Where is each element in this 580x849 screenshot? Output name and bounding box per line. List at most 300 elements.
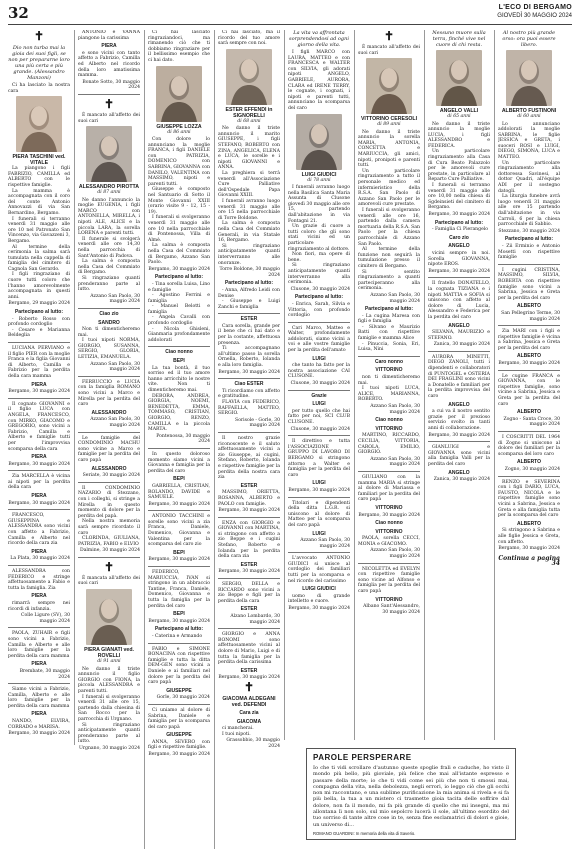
notice-text: I tuoi nipoti LUCA, ALICE, MARIANNA, ROBERTO. (358, 386, 420, 403)
notice-text: - Pinuccia, Sonia, Eri, Luisa, Nini (358, 341, 420, 353)
divider (148, 448, 210, 449)
notice-text: - Enrica, Sarah, Silvia e Vittoria, con profondo cordoglio (288, 301, 350, 319)
place-date: Torre Boldone, 30 maggio 2024 (219, 267, 280, 278)
notice-text: L'avvocato ANTONIO GIUDICI si unisce al cordoglio dei familiari tutti per la scomparsa e nel ricordo del carissimo (288, 556, 350, 584)
divider (218, 378, 280, 379)
notice-heading: Partecipano al lutto: (224, 280, 274, 287)
notice-text: La salma è composta nella Casa del Commiato Generali, in via Statale 16, Bergamo. (218, 221, 280, 244)
notice-text: La salma è composta nella Casa del Commiato di Bergamo. (78, 259, 140, 276)
notice-heading: Cara zia (239, 709, 259, 716)
notice-heading: BEPI (173, 611, 185, 618)
notice-text: PAOLA, ZUHAIR e figli sono vicini a Fabrizio, Camilla e Alberto e alle loro famiglie per la perdita della cara mamma (8, 631, 70, 659)
deceased-name: PIERA GIANATI ved. ROVELLI (84, 647, 134, 660)
notice-text: In questo doloroso momento siamo vicini a Giovanna e famiglia per la perdita del caro (148, 451, 210, 474)
place-date: Bergamo, 30 maggio 2024 (288, 606, 350, 612)
notice-text: La liturgia funebre avrà luogo venerdì 31 maggio alle ore 15 partendo dall'abitazione in via Carroli, 6 per la chiesa parrocchiale di Sabbio. (498, 194, 560, 228)
portrait-photo (86, 589, 132, 645)
notice-text: - Silvano e Maurizio Batti con rispettive famiglie e mamma Alice (358, 324, 420, 342)
notice-heading: PIERA (31, 593, 47, 600)
notice-text: ci mancherai. (222, 726, 254, 732)
notice-text: - Agostino Ferrini e famiglia (148, 293, 210, 304)
notice-text: - Giuseppe e Luigi Zanchi e famiglia (218, 299, 280, 310)
portrait-photo (226, 49, 272, 105)
deceased-name: ESTER EFFENDI in SIGNORELLI (225, 106, 273, 119)
notice-text: I funerali si terranno venerdì 31 maggio alle ore 10,00 nella chiesa di Sgdeinsieti del cimitero di Bergamo. (428, 183, 490, 211)
notice-text: Al termine della funzione non seguirà la tumulazione presso il cimitero di Bergamo. (358, 247, 420, 269)
notice-heading: PIERA (31, 548, 47, 555)
divider (218, 578, 280, 579)
notice-heading: GIACOMA (236, 718, 262, 725)
notice-text: Un grazie di cuore a tutti coloro che gli sono stati vicini ed un particolare ringraziamento al dottore. (288, 224, 350, 252)
notice-text: Un particolare ringraziamento alla dottoressa Savinesi, al dottor Quadri, all'équipe ADI per il sostegno datogli. (498, 160, 560, 194)
notice-text: I figli ringraziano di cuore tutti coloro che l'hanno amorevolmente accompagnata in questi anni. (8, 272, 70, 300)
place-date: Bergamo, 30 maggio 2024 (498, 546, 560, 552)
quote-box-text: Io che ti vidi scrollare d'autunno queste spoglie frali e caduche, ho visto il mondo più bello, più gioviale, più felice che mai all'istante espresso e passare della morte; io che ti vidi come sei più che non ti smossi mai, compagna della vita, nella debolezza, negli errori, io leggo ciò che gli occhi non mi raccontano, e una sublime purificazione la mia anima si rivela e si fa più bella, la tua a un mistero ci trasmette gioia tacita delle soffrire dal dolore, non fa il mondo, mi fa più grande di quello che mi insegni, ma mi allontana lì non solo, sul mio sepolcro lucerà il sole, all'ultimo esordito del tuo sorriso di tante altre cose in te, senza fine esclamatrici di dolori e gioie, un universo di... (313, 765, 509, 828)
notice-text: GIULIANO con la mamma MARIA si stringe al dolore di Mariassa e familiari per la perdita del caro papà (358, 474, 420, 503)
notice-text: Si ringraziano anticipatamente quanti prenderanno parte al lutto. (78, 722, 140, 745)
epigraph-quote: La vita va affrontata sorprendendosi ad ogni giorno della vita. (289, 30, 349, 48)
divider (358, 471, 420, 472)
notice-text: Un particolare ringraziamento a tutto il personale medico ed infermieristico della R.S.A. San Paolo di Azzano San Paolo per le amorevoli cure prestate. (358, 168, 420, 208)
notice-text: I funerali si svolgeranno venerdì alle ore 16, partendo dalla camera mortuaria della R.S.A. San Paolo per la chiesa parrocchiale di Azzano San Paolo. (358, 208, 420, 247)
divider (148, 643, 210, 644)
notice-text: Ci uniamo al dolore di Sabrina, Daniele e famiglia per la scomparsa del caro papà (148, 707, 210, 730)
notice-text: vicini sempre in noi. Sorella GIOVANNA, nipote EROS. (428, 250, 490, 268)
divider (148, 346, 210, 347)
divider (218, 313, 280, 314)
place-date: Bergamo, 30 maggio 2024 (8, 500, 70, 506)
notice-text: I tuoi nipoti. (222, 731, 251, 737)
portrait-photo (436, 50, 482, 106)
place-date: Zanica, 30 maggio 2024 (433, 477, 490, 483)
notice-text: a cui va il nostro sentito grazie per il prezioso servizio svolto in tanti anni di collaborazione. (428, 409, 490, 431)
notice-text: FLAVIA con FEDERICO, RAFFAELLA, MATTEO, SERGIO. (218, 400, 280, 417)
notice-heading: SANDRO (98, 319, 120, 326)
place-date: Clusone, 30 maggio 2024 (290, 426, 350, 432)
place-date: Zogno - Santa Croce, 30 maggio 2024 (503, 416, 560, 428)
notice-heading: LUIGI (312, 480, 326, 487)
column-divider (214, 30, 215, 849)
divider (288, 435, 350, 436)
portrait-photo (296, 114, 342, 170)
notice-heading: Ciao ESTER (234, 381, 264, 388)
notice-text: Siamo vicini a Fabrizio, Camilla, Alberto e alle loro famiglie per la perdita della cara mamma (8, 687, 70, 709)
place-date: Albano Sant'Alessandro, 30 maggio 2024 (363, 604, 420, 615)
place-date: Bergamo, 30 maggio 2024 (288, 487, 350, 493)
notice-text: - Anna, Alfredo Leidi con Denise (218, 287, 280, 299)
place-date: Bergamo, 30 maggio 2024 (8, 731, 70, 737)
divider (8, 342, 70, 343)
notice-heading: ANGELO (448, 469, 470, 476)
notice-text: Si ringraziano quanti prenderanno parte al lutto. (78, 275, 140, 293)
place-date: Seriate, 30 maggio 2024 (82, 473, 140, 479)
notice-text: - Roberto Rosso con profondo cordoglio (8, 316, 70, 328)
place-date: San Pellegrino Terme, 30 maggio 2024 (501, 310, 560, 322)
notice-text: SILVANA, MAURIZIO e STEFANO. (428, 330, 490, 341)
notice-text: I funerali si terranno venerdì 31 maggio alle ore 10 nel Patronato San Vincenzo, via Gavazzeni 3, Bergamo. (8, 216, 70, 244)
place-date: Clusone, 30 maggio 2024 (290, 286, 350, 292)
deceased-age: di 68 anni (237, 118, 261, 124)
notice-text: Cara sorella, grande per il bene che ci hai dato e per la costante, affettuosa presenza. (218, 323, 280, 346)
place-date: Bergamo, 30 maggio 2024 (148, 618, 210, 624)
notice-text: FERRUCCIO e LUCIA con la famiglia ROMANO sono vicini a Marco e Mirella per la perdita del caro (78, 379, 140, 408)
notice-heading: Caro nonno (374, 358, 404, 365)
notice-text: NANDO, ELVIRA, CORRADO e MARISA. (8, 719, 70, 730)
notice-text: LUCIANA PERVIANO e il figlio PIER con la moglie Franca e la figlia Giovanni di Alberto, Camilla e Fabrizio per la perdita della cara mamma (8, 346, 70, 379)
deceased-age: di 86 anni (167, 129, 191, 135)
notice-text: - Tina sorella Luisa, Lino e famiglie (148, 281, 210, 293)
divider (498, 264, 560, 265)
divider (358, 356, 420, 357)
notice-text: - Famiglia Ci Pierangelo (432, 227, 489, 233)
notice-text: Lo annunciano addolorati la moglie SABRINA, le figlie JESSICA e GRETA, i suoceri ROSI e LUIGI, DIEGO, SIMONA, LUCA e MATTEO. (498, 121, 560, 161)
notice-text: non ti dimenticheremo mai. (358, 375, 420, 386)
place-date: Sorisole - Gorle, 30 maggio 2024 (235, 417, 280, 429)
notice-text: I figli MARCO con LAURA, MATTEO e con FRANCESCA e WALTER con SILVIA, gli adorati nipoti ANGELO, GABRIELE, AURORA, CLARA ed IRENE TERRY, le cognate, i cognati, i nipoti e parenti tutti, annunciano la scomparsa del caro (288, 50, 350, 111)
notice-text: FEDERICO, MARIUCCIA, IVAN si stringono in un abbraccio Tantine, Franca, Daniele, Domenico, Giovanna e tutta la famiglia per la perdita del caro (148, 570, 210, 609)
notice-heading: PIERA (101, 43, 117, 50)
portrait-photo (366, 58, 412, 114)
place-date: Stezzano, 30 maggio 2024 (498, 228, 560, 234)
notice-text: ANTONIO e VANNA piangono la carissima (78, 30, 140, 41)
divider (498, 325, 560, 326)
place-date: Bergamo, 30 maggio 2024 (8, 389, 70, 395)
notice-text: che tanto ha fatto per la nostra associazione CAI CLUSONE. (288, 363, 350, 380)
divider (78, 432, 140, 433)
place-date: Azzano San Paolo, 30 maggio 2024 (90, 417, 140, 428)
notice-text: Il cognato GIOVANNI e il figlio LUCA con ANGELA, FRANCESCO, con MIRKO, GIACOMO e GREGORIO, sono vicini a Fabrizio, Camilla e Alberto e famiglie tutti per l'improvvisa scomparsa della cara (8, 401, 70, 452)
notice-heading: ESTER (240, 482, 258, 489)
notice-text: Nella nostra memoria sarà sempre ricordato il caro (78, 519, 140, 536)
notice-heading: PIERA (31, 381, 47, 388)
divider (218, 628, 280, 629)
deceased-name: GIACOMA ALDEGANI ved. DEFENDI (222, 695, 276, 708)
notice-text: I funerali avranno luogo nella Basilica Santa Maria Assunta di Clusone giovedì 30 maggio alle ore 15, partendo dall'abitazione in via Fontagni 21. (288, 185, 350, 224)
page-header (8, 4, 572, 25)
notice-text: - Manuel Belotti e famiglia (148, 304, 210, 315)
deceased-age: di 60 anni (517, 114, 541, 119)
place-date: La Plata, 30 maggio 2024 (10, 556, 70, 562)
column-divider (424, 30, 425, 740)
notice-text: La tua bontà, il tuo sorriso ed il tuo amore hanno arricchito le nostre vite. Non ti dimenticheremo mai. (148, 365, 210, 393)
notice-text: È mancata all'affetto dei suoi cari (78, 575, 140, 587)
notice-heading: ESTER (240, 667, 258, 674)
notice-text: GIANLUIGI e GIOVANNA sono vicini alla famiglia Valli per la perdita del caro (428, 445, 490, 467)
notice-text: È mancato all'affetto dei suoi cari (358, 45, 420, 56)
notice-text: NICOLETTA ed EVELYN con rispettive famiglie sono vicine ad Alfonso e famiglia per la perdita del caro papà (358, 566, 420, 595)
notice-text: Il nostro grazie riconoscente e il saluto affettuosamente vicini a zio Giuseppe, ai cugini, Stefano, Roberto, Iolanda e rispettive famiglie per la perdita della nostra cara zia (218, 435, 280, 481)
notice-text: Zia MARCELLA è vicina ai nipoti per la perdita della cara (8, 474, 70, 491)
notice-heading: VITTORINO (375, 528, 403, 535)
column-divider (144, 30, 145, 849)
notice-text: Il direttivo e tutta l'ASSOCIAZIONE GRUPPO DI LAVORO DI BERGAMO si stringono attorno a Walter e famiglia per la perdita del caro (288, 439, 350, 478)
divider (8, 470, 70, 471)
quote-box (306, 748, 516, 840)
notice-heading: Ciao nonno (375, 417, 403, 424)
deceased-age: di 78 anni (307, 177, 331, 183)
place-date: Bergamo, 30 maggio 2024 (428, 268, 490, 274)
divider (148, 704, 210, 705)
place-date: Bergamo, 29 maggio 2024 (8, 301, 70, 307)
notice-text: - Angela Cavalli con profondo cordoglio (148, 315, 210, 327)
notice-heading: BEPI (173, 476, 185, 483)
notice-text: - Caterina e Armando (152, 633, 203, 639)
notice-text: - La cugina Maresa con figli e famiglia (358, 313, 420, 325)
notice-text: PAOLA, sorella CECCI, MONIA e GIACOMO. (358, 536, 420, 547)
notice-heading: ALBERTO (516, 459, 542, 466)
notice-heading: Caro zio (449, 234, 469, 241)
deceased-name: ALESSANDRO PIROTTA (78, 184, 140, 191)
deceased-name: PIERA TASCHINI ved. VITALE (12, 154, 66, 167)
notice-text: MARTINO, RICCARDO, CECILIA, VITTORIA, CAROLA, EMILIO, GIORGIO. (358, 433, 420, 456)
notice-text: Si ringraziano anticipatamente quanti interverranno alle onoranze. (218, 243, 280, 266)
divider (8, 398, 70, 399)
notice-heading: ESTER (240, 606, 258, 613)
notice-text: I tuoi nipoti NORMA, GIORGIO, SUSANNA, SERGIO, GLORIA, LETIZIA, EMANUELA. (78, 338, 140, 361)
notice-text: È mancato all'affetto dei suoi cari (78, 112, 140, 124)
notice-heading: Partecipano al lutto: (14, 309, 64, 316)
place-date: Azzano San Paolo, 30 maggio 2024 (370, 456, 420, 468)
notice-text: DEBORA, ANDREA, GIORGIA, NOEMI, BENEDETTA, EMMA, TOMMASO, CRISTIAN, GIORGIO, RENZO, CAMILLA e la piccola MARTA. (148, 393, 210, 433)
divider (148, 566, 210, 567)
place-date: Dalmine, 30 maggio 2024 (80, 548, 140, 554)
notice-text: Il funerale si svolgerà venerdì alle ore 14,30 nella parrocchia di Sant'Antonio di Padova. (78, 236, 140, 259)
notice-text: Ti accompagnano all'ultimo passo la sorella Ornella, Roberto, Iolanda e alla loro famiglia. (218, 346, 280, 369)
epigraph-quote: Nessuno muore sulla terra, finché vive nel cuore di chi resta. (432, 30, 486, 48)
notice-text: ANTONIO TACCHINI e sorelle sono vicini a zia Franca, Daniele, Domenico, Giovanna e Valentina per la scomparsa del caro zio (148, 514, 210, 548)
notice-text: Ti ricordiamo con affetto e gratitudine. (218, 388, 280, 400)
divider (8, 509, 70, 510)
notice-heading: Grazie (311, 392, 327, 399)
notice-text: Ne danno il triste annuncio la moglie LUCIA, i figli ALESSANDRO e FEDERICA. (428, 121, 490, 149)
notice-text: I funerali si svolgeranno venerdì 31 maggio alle ore 10 nella parrocchiale di Pontenossa, Villa di Almè. (148, 215, 210, 243)
place-date: Bonate Sotto, 30 maggio 2024 (82, 79, 140, 91)
notice-text: ANNA, SEVERO con figli e rispettive famiglie. (148, 739, 210, 751)
notice-text: Non ti dimenticheremo mai. (78, 327, 140, 338)
notice-text: La preghiera si terrà venerdì all'Associazione Cure Palliative dell'Ospedale Papa Giovanni XXIII. (218, 171, 280, 199)
notice-text: Titolari e dipendenti della ditta L.G.R. si uniscono al dolore di Matteo per la scomparsa del caro papà (288, 500, 350, 528)
divider (8, 565, 70, 566)
notice-text: Con dolore lo annunciano la moglie FRANCA, i figli DANIELE con PATRIZIA, DOMENICO con SABRINA, GIOVANNA con DANILO, VALENTINA con MASSIMO, nipoti e parenti tutti. (148, 137, 210, 187)
notice-heading: GIUSEPPE (166, 687, 192, 694)
notice-heading: PIERA (31, 493, 47, 500)
notice-text: Ci ha lasciato la nostra cara (8, 83, 70, 94)
place-date: Azzano San Paolo, 30 maggio 2024 (370, 548, 420, 560)
notice-text: Giuseppe è composto nel Santuario di Sotto il Monte Giovanni XXIII (orario visite 9 - 12, 15 - 19). (148, 187, 210, 215)
deceased-name: ANGELO VALLI (439, 108, 479, 114)
notice-text: Ne danno il triste annuncio il figlio GIORGIO con FIONA, la piccola ALESSANDRA e parenti tutti. (78, 666, 140, 694)
quote-box-credit: ROMANO GUARDINI: In memoria della vita di Saverio. (313, 830, 416, 836)
notice-heading: ALBERTO (516, 303, 542, 310)
notice-text: - Cesare e Marianna Beldeglia (8, 327, 70, 339)
place-date: Bergamo, 30 maggio 2024 (8, 461, 70, 467)
column-divider (74, 30, 75, 745)
deceased-age: di 89 anni (377, 122, 401, 128)
notice-text: I funerali avranno luogo venerdì 31 maggio alle ore 15 nella parrocchiale di Torre Boldone. (218, 199, 280, 221)
notice-text: Ne danno il triste annuncio la sorella MARIA, ANTONIA, CONCETTA e MARIUCCIA, gli amici, nipoti, pronipoti e parenti tutti. (358, 129, 420, 169)
notice-heading: LUIGI GIUDICI (302, 586, 336, 593)
column-3 (148, 30, 210, 849)
notice-heading: Partecipano al lutto: (364, 306, 414, 313)
publication-info (497, 4, 572, 20)
cross-icon: ✝ (103, 96, 115, 111)
divider (288, 552, 350, 553)
notice-heading: ESTER (240, 561, 258, 568)
notice-heading: LUIGI (312, 401, 326, 408)
divider (428, 351, 490, 352)
notice-text: Un particolare ringraziamento alla Casa di Cura Beato Palazzolo per le amorevoli cure prestate, in particolare al Reparto Cure Palliative. (428, 149, 490, 183)
notice-text: Ci hai lasciato ringraziandoci, ma rimanendo ciò che ti dobbiamo ringraziare per il bellissimo esempio che ci hai dato. (148, 30, 210, 63)
notice-text: La mamma è accompagnata con il coro del conte Antonio Annovazzi di via San Bernardino, Bergamo. (8, 188, 70, 216)
notice-heading: ALBERTO (516, 353, 542, 360)
notice-heading: ALBERTO (516, 409, 542, 416)
notice-text: Si sentito ringraziamento a quanti parteciperanno alla cerimonia. (358, 269, 420, 292)
notice-text: La salma è composta nella Casa del Commiato di Bergamo, Azzano San Paolo. (148, 243, 210, 266)
column-6 (358, 30, 420, 740)
portrait-photo (506, 50, 552, 106)
place-date: Bergamo, 30 maggio 2024 (218, 508, 280, 514)
notice-text: SERGIO, DELLA e RICCARDO sono vicini a zio Beppe e figli per la perdita della cara (218, 582, 280, 604)
notice-heading: GIUSEPPE (166, 732, 192, 739)
divider (218, 517, 280, 518)
divider (288, 497, 350, 498)
notice-text: rimarrà sempre nei ricordi di infanzia. (8, 600, 70, 612)
divider (218, 432, 280, 433)
notice-heading: VITTORINO (375, 504, 403, 511)
epigraph-quote: Dio non turba mai la gioia dei suoi figli, se non per prepararne loro una più certa e più grande. (Alessandro Manzoni) (8, 45, 70, 81)
notice-text: uomo di grande intelletto e cuore. (288, 593, 350, 605)
notice-heading: BEPI (173, 549, 185, 556)
notice-heading: ALESSANDRO (91, 465, 127, 472)
publication-name: L'ECO DI BERGAMO (498, 4, 572, 11)
notice-heading: ESTER (240, 316, 258, 323)
notice-text: Il CONDOMINIO NAZARIO di Stezzano, con i colleghi, si stringe a Mirella in questo momento di dolore per la perdita del papà. (78, 485, 140, 519)
place-date: Bergamo, 30 maggio 2024 (218, 675, 280, 681)
notice-text: Zia MARI con i figli e rispettive famiglie è vicina a Sabrina, Jessica e Greta per la perdita del caro (498, 329, 560, 351)
publication-date: GIOVEDÌ 30 MAGGIO 2024 (497, 13, 572, 19)
place-date: Urgnano, 30 maggio 2024 (78, 745, 140, 751)
divider (288, 322, 350, 323)
cross-icon: ✝ (243, 679, 255, 694)
notice-text: GABRIELLA, CRISTIAN, ROLANDO, DAVIDE e SAMUELE. (148, 483, 210, 501)
place-date: Bergamo, 30 maggio 2024 (148, 557, 210, 563)
place-date: Bergamo, 30 maggio 2024 (218, 569, 280, 575)
divider (78, 557, 140, 558)
notice-text: Cari Marco, Matteo e Walter, profondamente addolorati, siamo vicini a voi e alle vostre famiglie per la perdita dell'amato (288, 325, 350, 354)
notice-heading: Partecipano al lutto: (154, 274, 204, 281)
divider (78, 94, 140, 95)
divider (428, 277, 490, 278)
place-date: Gorle, 30 maggio 2024 (156, 695, 210, 701)
place-date: Bergamo, 30 maggio 2024 (218, 369, 280, 375)
place-date: Bergamo, 30 maggio 2024 (148, 501, 210, 507)
notice-heading: VITTORINO (375, 596, 403, 603)
notice-heading: Partecipano al lutto: (154, 626, 204, 633)
notice-heading: LUIGI (312, 355, 326, 362)
cross-icon: ✝ (383, 30, 395, 43)
notice-text: RENZO e SEVERINA con i figli DARIO, LUCA, FAUSTO, NICOLA e le rispettive famiglie sono vicini a Sabrina, Jessica e Greta e alla famiglia tutta per la scomparsa del caro (498, 479, 560, 519)
deceased-name: LUIGI GIUDICI (301, 171, 337, 178)
place-date: Zanica, 30 maggio 2024 (433, 342, 490, 348)
notice-heading: VITTORINO (375, 425, 403, 432)
place-date: Azzano San Paolo, 30 maggio 2024 (370, 292, 420, 304)
notice-text: CLORINDA, GIULIANA, PATRIZIA, FABIO e ELVIO (78, 536, 140, 547)
notice-heading: VITTORINO (375, 367, 403, 374)
place-date: Bergamo, 30 maggio 2024 (358, 512, 420, 518)
portrait-photo (16, 96, 62, 152)
notice-heading: Ciao zio (99, 310, 119, 317)
divider (498, 370, 560, 371)
divider (78, 376, 140, 377)
deceased-age: di 87 anni (97, 190, 121, 196)
deceased-name: VITTORINO CERESOLI (360, 116, 418, 123)
notice-text: I cugini CRISTINA, MASSIMO, SILVIA, ROBERTA con rispettive famiglie sono vicini a Sabrina, Jessica e Greta per la perdita del caro (498, 267, 560, 301)
notice-text: FRANCESCO, GIUSEPPINA e ALESSANDRA sono vicini con affetto a Fabrizio, Camilla e Alberto nel ricordo della cara zia (8, 513, 70, 547)
column-5 (288, 30, 350, 740)
notice-text: - Nicola Ghisleni, Gianmaria profondamente addolorati (148, 326, 210, 343)
place-date: Alzano Lombardo, 30 maggio 2024 (230, 614, 280, 625)
notice-heading: ANGELO (448, 322, 470, 329)
place-date: Bergamo, 30 maggio 2024 (148, 752, 210, 758)
place-date: Bergamo, 30 maggio 2024 (428, 212, 490, 217)
notice-text: Ne danno il triste annuncio il marito GIUSEPPE, i figli STEFANO, ROBERTO con ZINA, ANGELICA, ELENA e LUCA, le sorelle e i nipoti GIOVANNI e ANNA. (218, 126, 280, 171)
deceased-name: GIUSEPPE LOZZA (156, 123, 202, 130)
place-date: Bergamo, 30 maggio 2024 (148, 266, 210, 272)
notice-text: ENZA con GIORGIO e GIOVANNI con MARTINA, si stringono con affetto a zio Beppe e i cugini Stefano, Roberto e Iolanda per la perdita della cara zia (218, 520, 280, 560)
notice-text: I funerali si svolgeranno venerdì 31 alle ore 15, partendo dalla chiesina di San Rocco per la parrocchia di Urgnano. (78, 694, 140, 722)
deceased-age: di 65 anni (447, 114, 471, 119)
divider (358, 563, 420, 564)
notice-heading: Partecipano al lutto: (504, 236, 554, 243)
quote-box-title: PAROLE PERSPERARE (313, 753, 412, 762)
divider (148, 510, 210, 511)
place-date: Azzano San Paolo, 30 maggio 2024 (90, 361, 140, 373)
cross-icon: ✝ (103, 559, 115, 574)
divider (498, 431, 560, 432)
notice-text: Le famiglie del CONDOMINIO MACHU sono vicine a Marco e famiglie per la perdita del caro papà (78, 435, 140, 463)
notice-heading: BEPI (173, 358, 185, 365)
notice-text: - Zii Erminio e Antonio Mosetti con rispettive famiglie (498, 243, 560, 261)
notice-text: Si stringono a Sabrina e alle figlie Jessica e Greta, con affetto. (498, 528, 560, 545)
place-date: Azzano San Paolo, 30 maggio 2024 (90, 293, 140, 305)
place-date: Brembate, 30 maggio 2024 (19, 668, 70, 680)
column-4 (218, 30, 280, 849)
notice-text: ALESSANDRA con FEDERICO e stringe affettuosamente a Fabio e tutta la famiglia. Zia (8, 569, 70, 591)
place-date: Colle Ligure (SV), 30 maggio 2024 (20, 613, 70, 624)
notice-heading: Ciao nonno (375, 520, 403, 527)
divider (288, 390, 350, 391)
notice-heading: ALESSANDRO (91, 409, 127, 416)
cross-icon: ✝ (33, 30, 45, 43)
notice-text: Ci hai lasciato, ma il ricordo del tuo amore sarà sempre con noi. (218, 30, 280, 47)
divider (498, 476, 560, 477)
place-date: Azzano San Paolo, 30 maggio 2024 (370, 404, 420, 415)
notice-heading: Ciao nonno (165, 349, 193, 356)
column-2 (78, 30, 140, 849)
column-8 (498, 30, 560, 835)
notice-text: Si ringraziano anticipatamente quanti interverranno alla cerimonia. (288, 263, 350, 286)
notice-text: e sono vicini con tanto affetto a Fabrizio, Camilla ed Alberto nel ricordo della loro amatissima mamma. (78, 50, 140, 79)
column-1 (8, 30, 70, 745)
notice-heading: PIERA (31, 661, 47, 668)
divider (8, 627, 70, 628)
notice-text: FABIO e SIMONE BONACINA con rispettive famiglie e tutta la ditta DEM-GEN sono vicini a Daniele e ai familiari nel dolore per la perdita del caro papà (148, 646, 210, 686)
deceased-name: ALBERTO FUSTINONI (501, 108, 557, 114)
deceased-age: di 91 anni (97, 659, 121, 665)
notice-text: Al termine della cerimonia la salma sarà tumulata nella cappella di famiglia del cimitero di Cagnola San Gerardo. (8, 244, 70, 272)
portrait-photo (156, 66, 202, 122)
notice-heading: LUIGI (312, 530, 326, 537)
